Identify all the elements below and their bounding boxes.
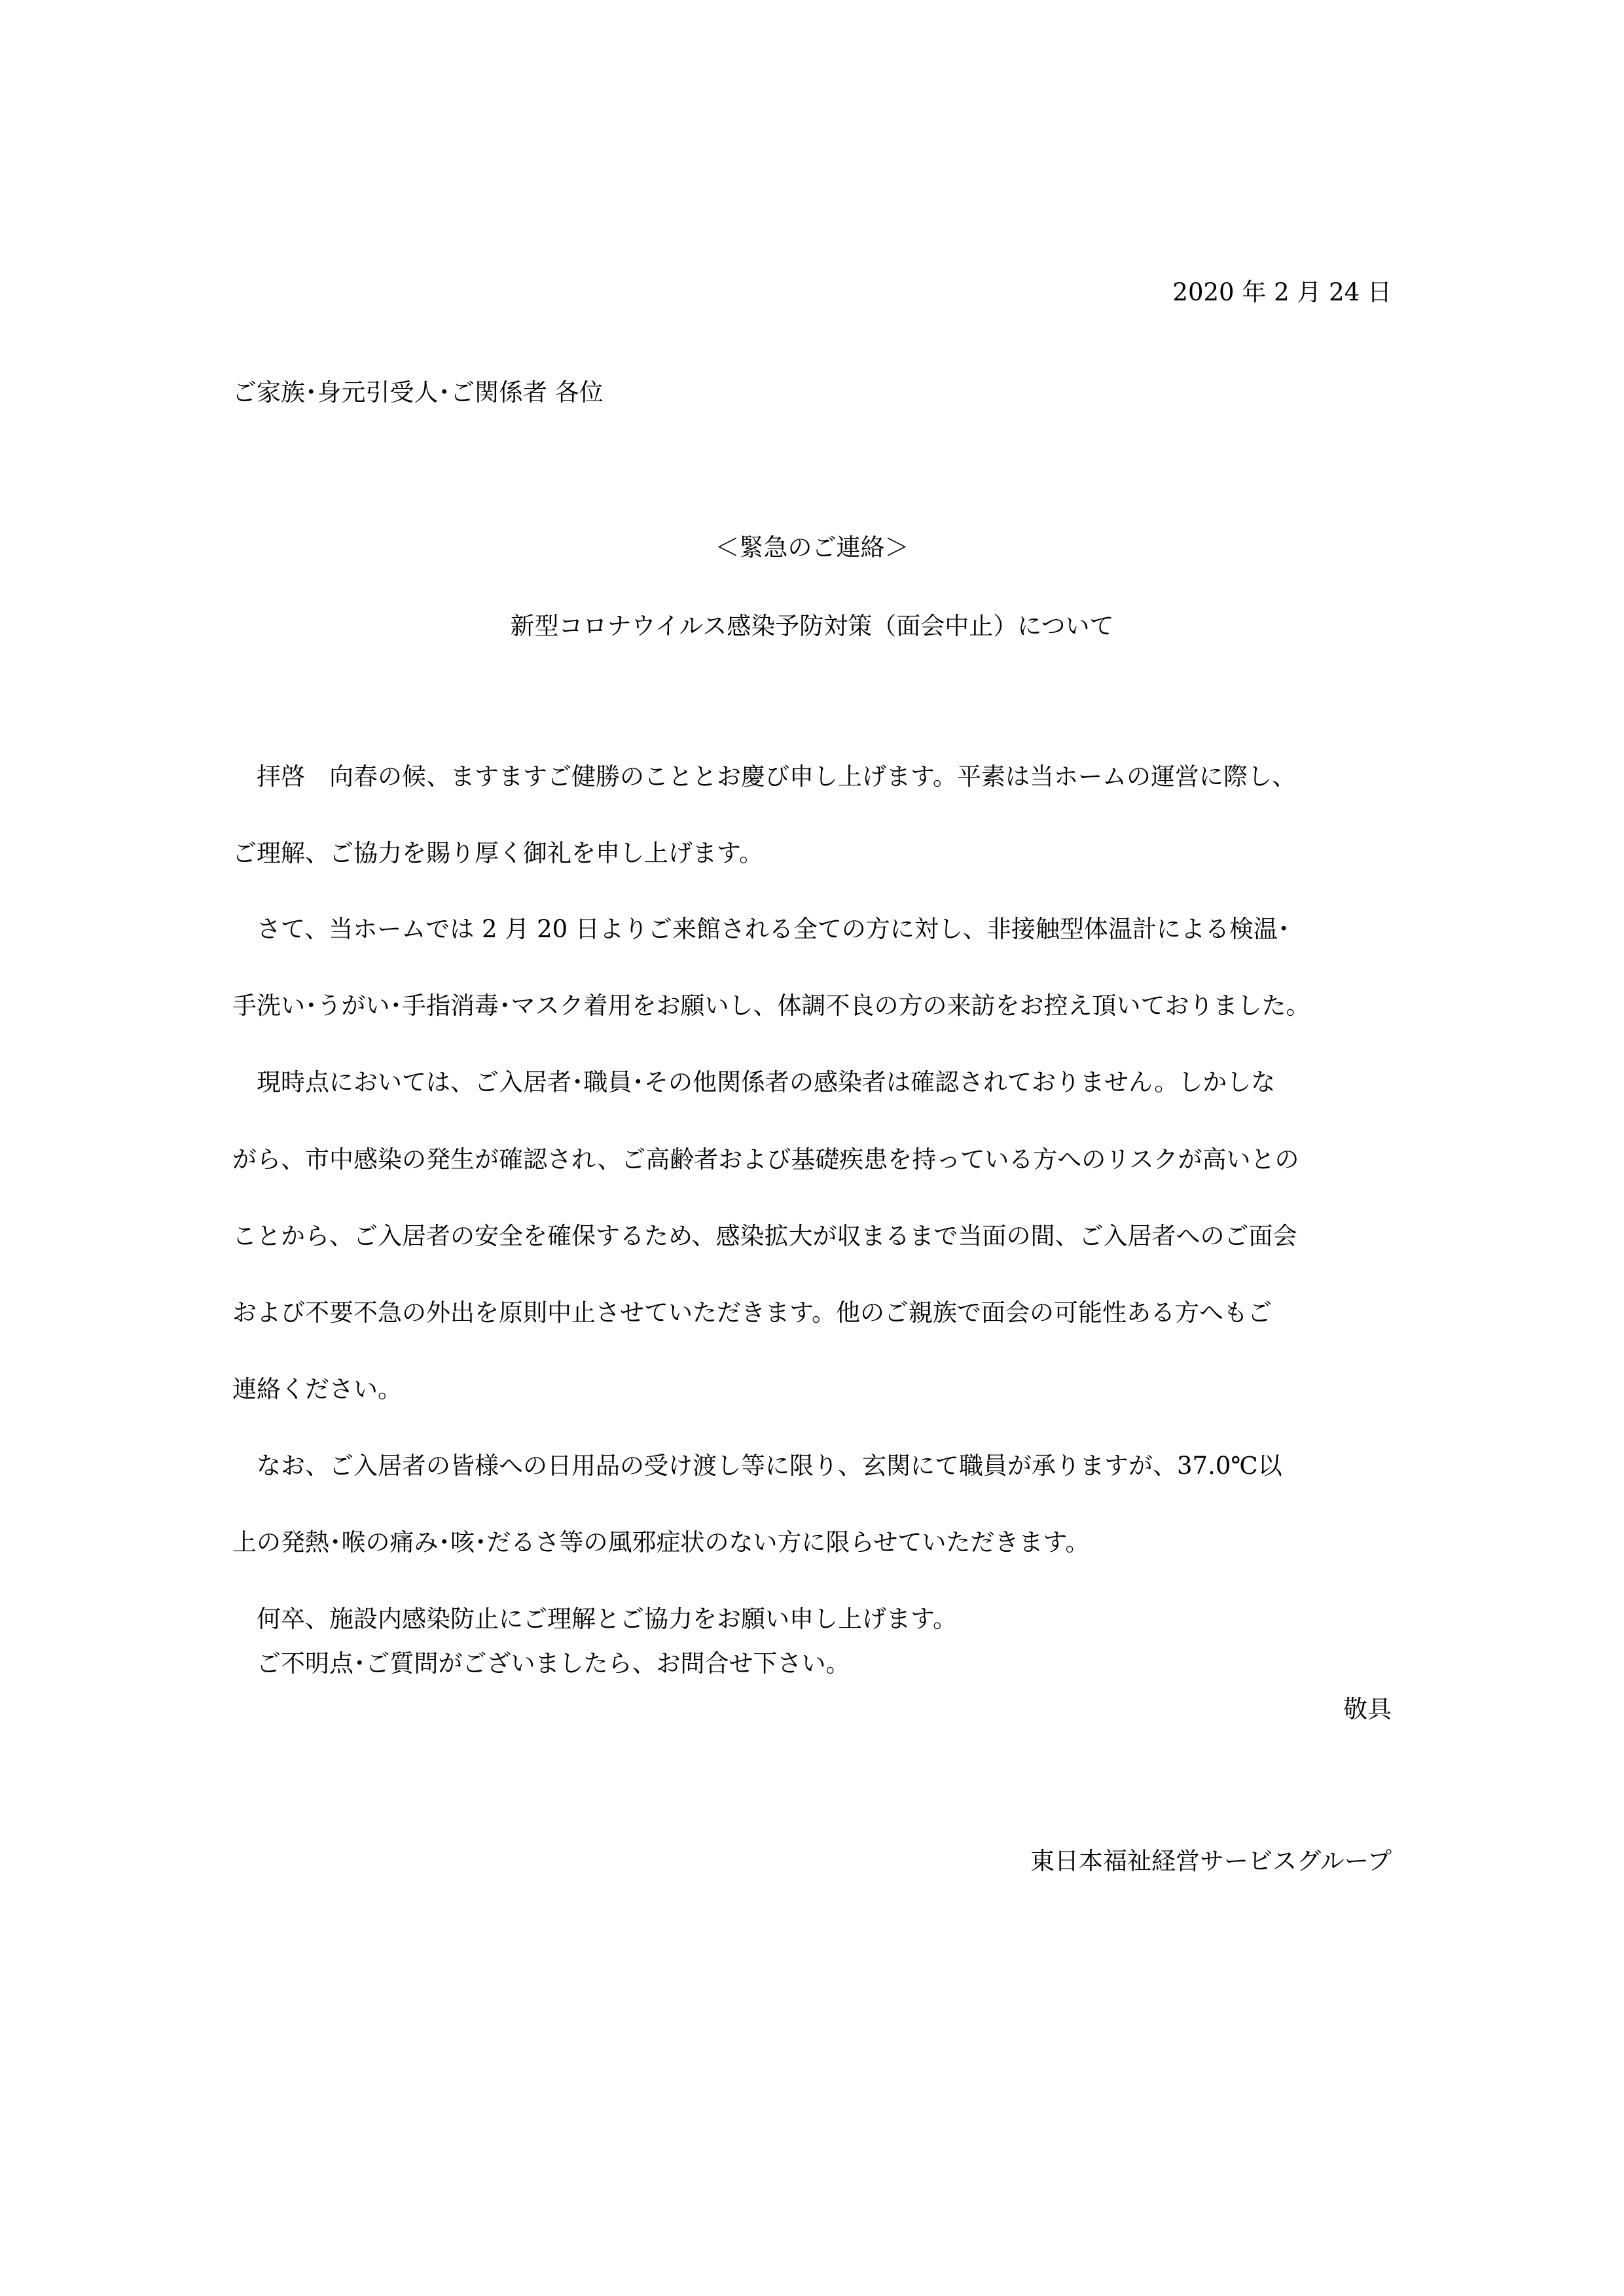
body-line: なお、ご入居者の皆様への日用品の受け渡し等に限り、玄関にて職員が承りますが、37.0℃以 bbox=[232, 1452, 1282, 1480]
body-line: および不要不急の外出を原則中止させていただきます。他のご親族で面会の可能性ある方へもご bbox=[232, 1299, 1272, 1327]
signature: 東日本福祉経営サービスグループ bbox=[1030, 1847, 1392, 1875]
body-line: 連絡ください。 bbox=[232, 1375, 402, 1403]
body-line: ご不明点･ご質問がございましたら、お問合せ下さい。 bbox=[232, 1649, 850, 1677]
body-line: 何卒、施設内感染防止にご理解とご協力をお願い申し上げます。 bbox=[232, 1605, 958, 1633]
body-line: 拝啓 向春の候、ますますご健勝のこととお慶び申し上げます。平素は当ホームの運営に際し、 bbox=[232, 762, 1297, 791]
body-line: ご理解、ご協力を賜り厚く御礼を申し上げます。 bbox=[232, 839, 764, 867]
body-line: ことから、ご入居者の安全を確保するため、感染拡大が収まるまで当面の間、ご入居者へのご面会 bbox=[232, 1222, 1297, 1250]
body-line: 現時点においては、ご入居者･職員･その他関係者の感染者は確認されておりません。しかしな bbox=[232, 1068, 1276, 1096]
body-line: さて、当ホームでは 2 月 20 日よりご来館される全ての方に対し、非接触型体温計による検温･ bbox=[232, 915, 1290, 943]
notice-heading: ＜緊急のご連絡＞ bbox=[715, 533, 909, 562]
letter-date: 2020 年 2 月 24 日 bbox=[1172, 278, 1392, 306]
closing-remark: 敬具 bbox=[1343, 1695, 1392, 1723]
body-line: 上の発熱･喉の痛み･咳･だるさ等の風邪症状のない方に限らせていただきます。 bbox=[232, 1528, 1090, 1556]
body-line: がら、市中感染の発生が確認され、ご高齢者および基礎疾患を持っている方へのリスクが高いとの bbox=[232, 1145, 1299, 1174]
body-line: 手洗い･うがい･手指消毒･マスク着用をお願いし、体調不良の方の来訪をお控え頂いておりました。 bbox=[232, 992, 1310, 1020]
notice-subject: 新型コロナウイルス感染予防対策（面会中止）について bbox=[510, 612, 1114, 640]
addressee: ご家族･身元引受人･ご関係者 各位 bbox=[232, 378, 604, 406]
